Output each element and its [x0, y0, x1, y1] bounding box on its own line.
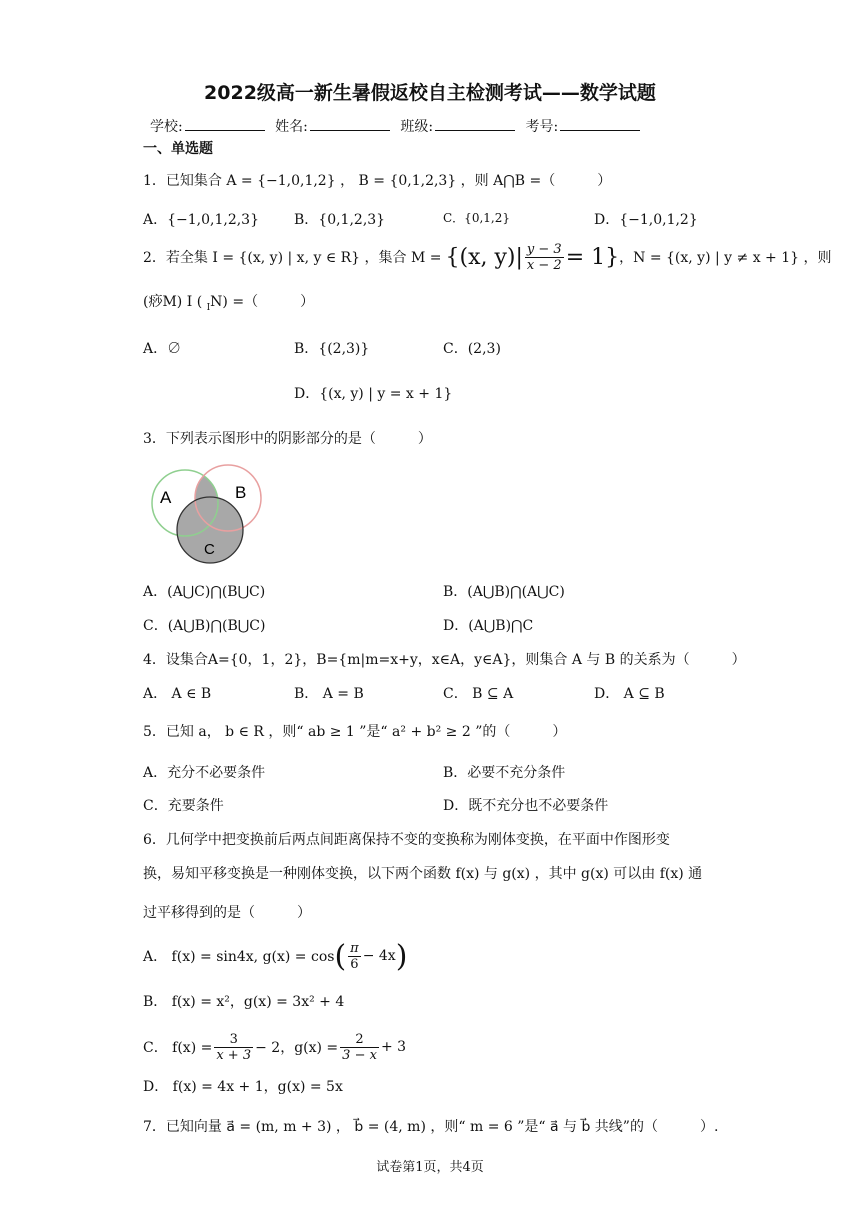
q6-c-den2: 3 − x: [342, 1047, 377, 1063]
question-6-line-1: 6．几何学中把变换前后两点间距离保持不变的变换称为刚体变换，在平面中作图形变: [143, 832, 670, 848]
q1-option-d: D．{−1,0,1,2}: [594, 212, 698, 228]
question-5-stem: 5．已知 a， b ∈ R ，则“ ab ≥ 1 ”是“ a² + b² ≥ 2 ”的（ ）: [143, 724, 567, 740]
q2-stem-part-b: ，N = {(x, y) | y ≠ x + 1} ，则: [619, 250, 832, 266]
question-3-stem: 3．下列表示图形中的阴影部分的是（ ）: [143, 431, 432, 447]
q2-stem-part-a: 2．若全集 I = {(x, y) | x, y ∈ R} ，集合 M =: [143, 250, 442, 266]
q6-a-paren-open: (: [334, 938, 347, 974]
q6-option-c: [143, 1027, 406, 1067]
venn-label-c: C: [204, 541, 215, 558]
q3-option-d: D．(A⋃B)⋂C: [443, 618, 534, 634]
question-2-stem: [143, 240, 832, 274]
q5-option-a: A．充分不必要条件: [143, 765, 266, 781]
venn-label-b: B: [235, 483, 247, 502]
name-label: 姓名:: [275, 119, 308, 135]
q2-option-c: C．(2,3): [443, 341, 501, 357]
q5-option-d: D．既不充分也不必要条件: [443, 798, 609, 814]
name-blank: [310, 118, 390, 131]
question-2-line-2: [143, 291, 314, 313]
q6-a-text: A． f(x) = sin4x, g(x) = cos: [143, 949, 335, 965]
q3-option-c: C．(A⋃B)⋂(B⋃C): [143, 618, 266, 634]
q2-line2-start: (痧M) I (: [143, 294, 207, 310]
venn-label-a: A: [160, 488, 172, 507]
q2-fraction: [525, 242, 564, 273]
page-title: 2022级高一新生暑假返校自主检测考试——数学试题: [204, 82, 656, 104]
q6-option-b: B． f(x) = x²，g(x) = 3x² + 4: [143, 994, 345, 1010]
class-label: 班级:: [400, 119, 434, 135]
q6-c-mid: − 2，g(x) =: [255, 1040, 339, 1056]
page-footer: 试卷第1页，共4页: [376, 1160, 484, 1175]
q4-option-d: D． A ⊆ B: [594, 686, 665, 702]
q6-a-post: − 4x: [362, 948, 396, 964]
q2-line2-sub: I: [206, 302, 211, 313]
question-6-line-2: 换，易知平移变换是一种刚体变换，以下两个函数 f(x) 与 g(x) ，其中 g(x) 可以由 f(x) 通: [143, 866, 703, 882]
q1-option-b: B．{0,1,2,3}: [294, 212, 386, 228]
q6-c-den1: x + 3: [216, 1047, 252, 1063]
q2-line2-end: N) =（ ）: [210, 294, 315, 310]
q2-set-m-close: = 1}: [565, 244, 620, 270]
question-1-stem: 1．已知集合 A = {−1,0,1,2} ， B = {0,1,2,3} ，则 A⋂B =（ ）: [143, 173, 612, 189]
q6-a-num: π: [350, 940, 359, 956]
q2-option-b: B．{(2,3)}: [294, 341, 370, 357]
q5-option-c: C．充要条件: [143, 798, 224, 814]
school-blank: [185, 118, 265, 131]
q6-a-fraction: [348, 941, 361, 972]
q6-c-fraction-2: [340, 1032, 379, 1063]
q6-c-pre: C． f(x) =: [143, 1040, 213, 1056]
q3-option-a: A．(A⋃C)⋂(B⋃C): [143, 584, 266, 600]
q1-option-c: C．{0,1,2}: [443, 211, 510, 225]
q6-option-a: [143, 936, 407, 976]
question-6-line-3: 过平移得到的是（ ）: [143, 905, 311, 921]
q3-option-b: B．(A⋃B)⋂(A⋃C): [443, 584, 565, 600]
q2-set-m-open: {(x, y)|: [445, 244, 523, 270]
student-info-line: [150, 116, 646, 136]
q4-option-a: A． A ∈ B: [143, 686, 212, 702]
class-blank: [435, 118, 515, 131]
question-7-stem: 7．已知向量 a⃗ = (m, m + 3) ， b⃗ = (4, m) ，则“ m = 6 ”是“ a⃗ 与 b⃗ 共线”的（ ）.: [143, 1119, 719, 1135]
q6-c-post: + 3: [380, 1039, 407, 1055]
q6-c-fraction-1: [214, 1032, 253, 1063]
school-label: 学校:: [150, 119, 183, 135]
exam-no-label: 考号:: [525, 119, 559, 135]
q2-option-a: A．∅: [143, 341, 182, 357]
q2-option-d: D．{(x, y) | y = x + 1}: [294, 386, 453, 402]
section-heading: 一、单选题: [143, 141, 213, 157]
q1-option-a: A．{−1,0,1,2,3}: [143, 212, 259, 228]
q6-option-d: D． f(x) = 4x + 1，g(x) = 5x: [143, 1079, 343, 1095]
q2-frac-den: x − 2: [526, 257, 562, 273]
exam-no-blank: [560, 118, 640, 131]
q6-a-den: 6: [350, 956, 359, 972]
q6-a-paren-close: ): [395, 938, 408, 974]
q6-c-num2: 2: [340, 1032, 379, 1048]
q4-option-b: B． A = B: [294, 686, 364, 702]
q2-frac-num: y − 3: [526, 241, 562, 257]
q5-option-b: B．必要不充分条件: [443, 765, 566, 781]
q6-c-num1: 3: [214, 1032, 253, 1048]
question-4-stem: 4．设集合A={0，1，2}，B={m|m=x+y，x∈A，y∈A}，则集合 A 与 B 的关系为（ ）: [143, 652, 746, 668]
venn-diagram: [140, 458, 270, 570]
q4-option-c: C． B ⊆ A: [443, 686, 514, 702]
